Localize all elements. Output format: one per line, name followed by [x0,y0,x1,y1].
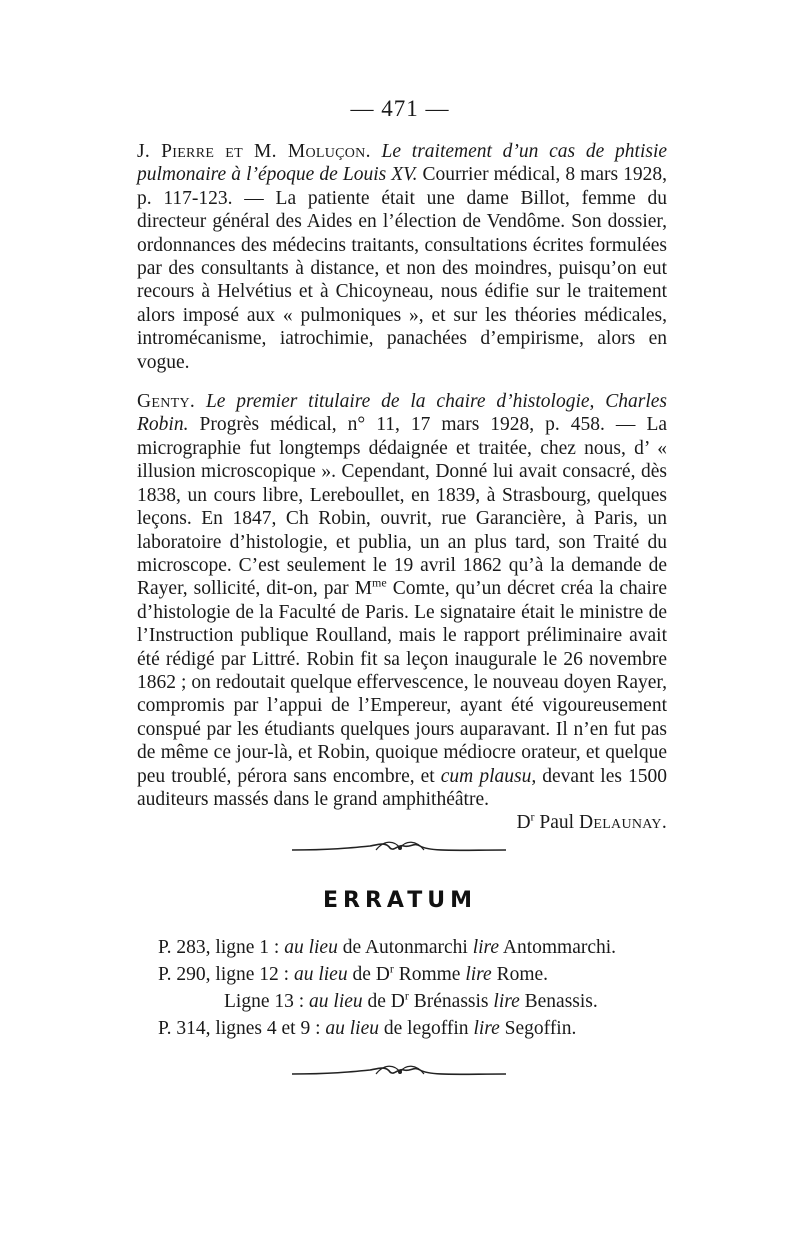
entry-author: Genty. [137,391,196,413]
entry-title: Le premier titulaire de la chaire d’histologie, Charles Robin. [137,391,668,436]
page-number: — 471 — [350,96,450,121]
entry-text: Comte, qu’un décret créa la chaire d’histologie de la Faculté de Paris. Le signataire était le ministre de l’Instruction publique Roulland, mais le rapport préliminaire avait été rédigé par Littré. Robin fit sa leçon inaugurale le 26 novembre 1862 ; on redoutait quelque effervescence, le nouveau doyen Rayer, compromis par l’appui de l’Empereur, ayant été vigoureusement conspué par les étudiants quelques jours auparavant. Il n’en fut pas de même ce jour-là, et Robin, quoique médiocre orateur, et quelque peu troublé, pérora sans encombre, et [137,578,667,787]
entry-title: Le traitement d’un cas de phtisie pulmonaire à l’époque de Louis XV. [137,141,668,186]
erratum-item: P. 283, ligne 1 : au lieu de Autonmarchi lire Antommarchi. [158,937,617,958]
erratum-heading: ERRATUM [323,888,477,913]
superscript: me [372,575,387,590]
erratum-list [158,934,678,1042]
signature: $D^r$ Paul Delaunay. [516,809,667,834]
entry-text-italic: cum plausu, [440,765,537,787]
entry-genty [137,390,667,835]
entry-author: J. Pierre et M. Moluçon. [137,141,371,162]
entry-text: devant les 1500 auditeurs massés dans le grand amphithéâtre. [137,765,667,810]
entry-text: Progrès médical, n° 11, 17 mars 1928, p. 458. — La micrographie fut longtemps dédaignée et traitée, chez nous, d’ « illusion microscopique ». Cependant, Donné lui avait consacré, dès 1838, un cours libre, Lereboullet, en 1839, à Strasbourg, quelques leçons. En 1847, Ch Robin, ouvrit, rue Garancière, à Paris, un laboratoire d’histologie, et publia, un an plus tard, son Traité du microscope. C’est seulement le 19 avril 1862 qu’à la demande de Rayer, sollicité, dit-on, par M [137,414,668,600]
erratum-item: P. 290, ligne 12 : au lieu de $D^r$ Romme lire Rome. [158,961,549,985]
ornament-divider-bottom [0,1062,800,1087]
signature-surname: Delaunay. [578,812,667,834]
bibliography-section [137,140,667,835]
entry-text: Courrier médical, 8 mars 1928, p. 117-123. — La patiente était une dame Billot, femme du directeur général des Aides en l’élection de Vendôme. Son dossier, ordonnances des médecins traitants, consultations écrites formulées par des consultants à distance, et non des moindres, puisqu’on eut recours à Helvétius et à Chicoyneau, nous édifie sur le traitement alors imposé aux « pulmoniques », et sur les théories médicales, intromécanisme, iatrochimie, panachées d’empirisme, alors en vogue. [137,164,667,373]
erratum-item: Ligne 13 : au lieu de $D^r$ Brénassis lire Benassis. [224,988,598,1012]
ornament-divider-top [0,838,800,863]
erratum-item: P. 314, lignes 4 et 9 : au lieu de legoffin lire Segoffin. [158,1018,577,1039]
entry-pierre [137,140,667,374]
